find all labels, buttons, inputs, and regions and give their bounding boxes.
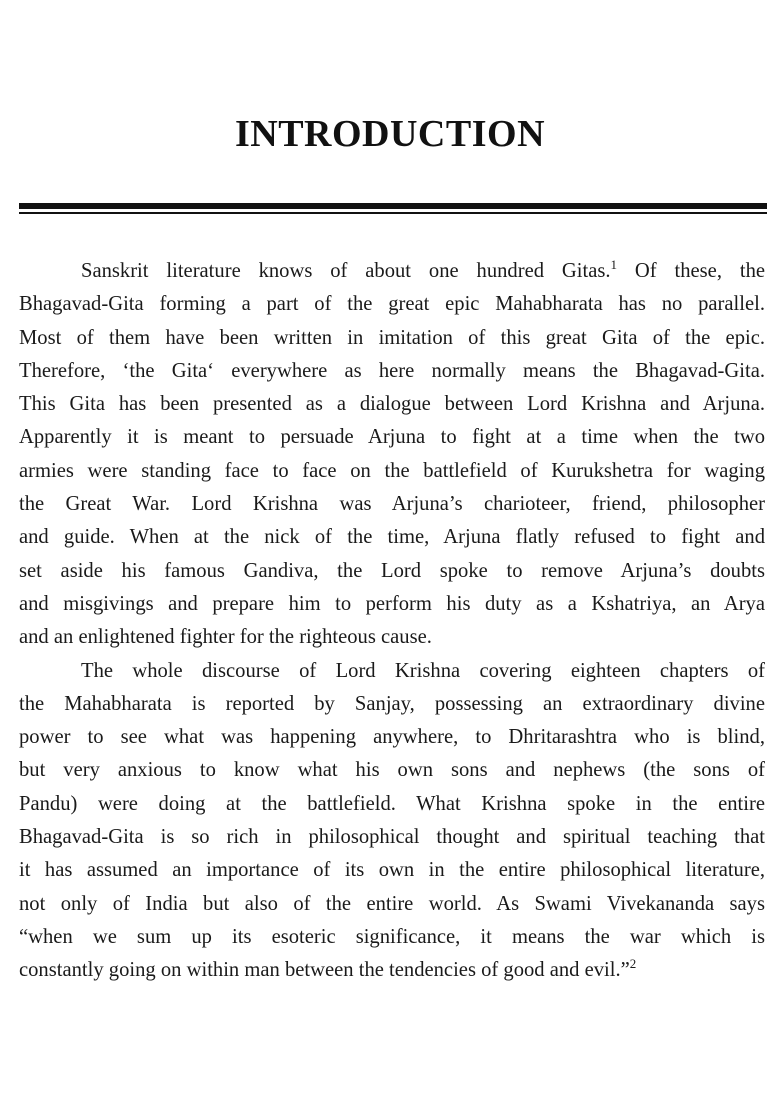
text-line: Bhagavad-Gita forming a part of the great epic Mahabharata has no parallel. — [19, 293, 765, 316]
text-line: the Great War. Lord Krishna was Arjuna’s charioteer, friend, philosopher — [19, 493, 765, 516]
paragraph — [19, 655, 765, 988]
text-line: power to see what was happening anywhere, to Dhritarashtra who is blind, — [19, 726, 765, 749]
footnote-marker: 1 — [610, 257, 618, 273]
text-line: and an enlightened fighter for the righteous cause. — [19, 626, 432, 649]
heading-rule-thick — [19, 203, 767, 209]
heading-rule-thin — [19, 212, 767, 214]
text-line: armies were standing face to face on the battlefield of Kurukshetra for waging — [19, 459, 765, 482]
text-line: Pandu) were doing at the battlefield. What Krishna spoke in the entire — [19, 792, 765, 815]
text-line: “when we sum up its esoteric significance, it means the war which is — [19, 925, 765, 948]
body-text — [19, 255, 765, 988]
text-line: set aside his famous Gandiva, the Lord spoke to remove Arjuna’s doubts — [19, 559, 765, 582]
text-line: but very anxious to know what his own sons and nephews (the sons of — [19, 759, 765, 782]
text-line: it has assumed an importance of its own in the entire philosophical literature, — [19, 859, 765, 882]
text-line: Apparently it is meant to persuade Arjuna to fight at a time when the two — [19, 426, 765, 449]
text-line: constantly going on within man between the tendencies of good and evil.”$^2$ — [19, 956, 637, 982]
footnote-marker: 2 — [629, 956, 637, 972]
text-line: the Mahabharata is reported by Sanjay, possessing an extraordinary divine — [19, 692, 765, 715]
text-line: This Gita has been presented as a dialogue between Lord Krishna and Arjuna. — [19, 393, 765, 416]
text-line: Most of them have been written in imitation of this great Gita of the epic. — [19, 326, 765, 349]
text-line: not only of India but also of the entire world. As Swami Vivekananda says — [19, 892, 765, 915]
text-line: and guide. When at the nick of the time, Arjuna flatly refused to fight and — [19, 526, 765, 549]
text-line: The whole discourse of Lord Krishna covering eighteen chapters of — [81, 659, 765, 682]
text-line: Therefore, ‘the Gita‘ everywhere as here normally means the Bhagavad-Gita. — [19, 359, 765, 382]
page-title: INTRODUCTION — [234, 113, 546, 155]
text-line: and misgivings and prepare him to perform his duty as a Kshatriya, an Arya — [19, 592, 765, 615]
paragraph — [19, 255, 765, 655]
text-line: Bhagavad-Gita is so rich in philosophical thought and spiritual teaching that — [19, 826, 765, 849]
text-line: Sanskrit literature knows of about one hundred Gitas.$^1$ Of these, the — [81, 257, 766, 282]
